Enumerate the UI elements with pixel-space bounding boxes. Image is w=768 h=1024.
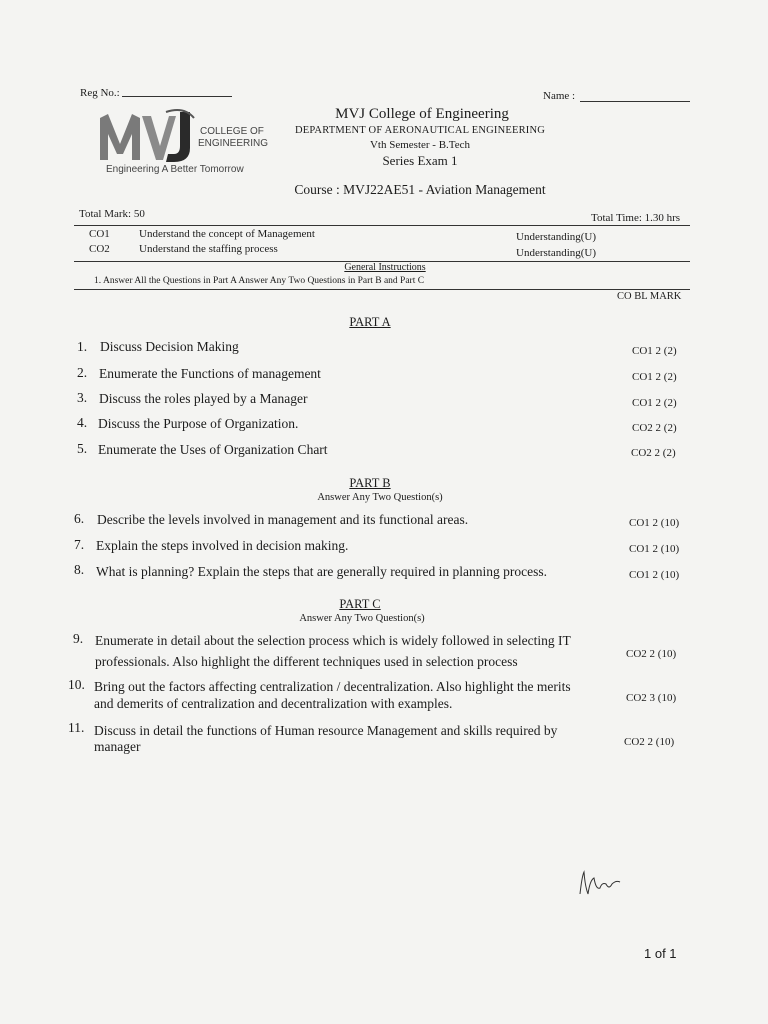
question-text-line1: Enumerate in detail about the selection process which is widely followed in selecting IT [95, 633, 571, 648]
logo-college-of: COLLEGE OF [200, 126, 264, 137]
total-mark: Total Mark: 50 [79, 208, 145, 220]
reg-no-label: Reg No.: [80, 87, 120, 99]
question-text-line1: Bring out the factors affecting centralization / decentralization. Also highlight the merits [94, 679, 571, 694]
divider-instructions [74, 289, 690, 290]
semester: Vth Semester - B.Tech [369, 139, 471, 151]
question-mark: CO2 2 (10) [624, 736, 675, 748]
question-number: 3. [77, 390, 88, 405]
question-text: Enumerate the Functions of management [99, 366, 321, 381]
name-label: Name : [543, 90, 576, 102]
course-title: Course : MVJ22AE51 - Aviation Management [294, 182, 546, 197]
mvj-logo-icon [96, 108, 196, 164]
question-number: 2. [77, 365, 88, 380]
college-name: MVJ College of Engineering [335, 106, 509, 122]
question-number: 8. [74, 562, 85, 577]
instructions-text: 1. Answer All the Questions in Part A Answer Any Two Questions in Part B and Part C [94, 276, 425, 286]
question-number: 9. [73, 631, 84, 646]
question-text: What is planning? Explain the steps that are generally required in planning process. [96, 564, 547, 579]
question-number: 1. [77, 339, 88, 354]
co2-level: Understanding(U) [516, 247, 597, 259]
page-number: 1 of 1 [644, 946, 677, 961]
question-text-line2: professionals. Also highlight the different techniques used in selection process [95, 654, 518, 669]
total-time: Total Time: 1.30 hrs [591, 212, 681, 224]
question-number: 6. [74, 511, 85, 526]
question-text-line1: Discuss in detail the functions of Human resource Management and skills required by [94, 723, 558, 738]
part-c-subtitle: Answer Any Two Question(s) [299, 613, 425, 624]
question-mark: CO2 2 (2) [632, 422, 677, 434]
question-text: Discuss the Purpose of Organization. [98, 416, 299, 431]
column-header: CO BL MARK [617, 291, 682, 302]
part-a-title: PART A [349, 315, 391, 329]
question-mark: CO1 2 (2) [632, 397, 677, 409]
question-mark: CO1 2 (10) [629, 569, 680, 581]
question-number: 11. [68, 720, 85, 735]
question-mark: CO1 2 (2) [632, 345, 677, 357]
question-text-line2: manager [94, 739, 141, 754]
logo-tagline: Engineering A Better Tomorrow [106, 164, 244, 175]
question-mark: CO1 2 (10) [629, 543, 680, 555]
question-text: Enumerate the Uses of Organization Chart [98, 442, 328, 457]
instructions-heading: General Instructions [344, 262, 426, 273]
department-name: DEPARTMENT OF AERONAUTICAL ENGINEERING [294, 125, 546, 136]
question-mark: CO2 3 (10) [626, 692, 677, 704]
co1-level: Understanding(U) [516, 231, 597, 243]
question-number: 4. [77, 415, 88, 430]
part-b-title: PART B [349, 476, 391, 490]
question-mark: CO1 2 (2) [632, 371, 677, 383]
divider-top [74, 225, 690, 226]
question-mark: CO2 2 (2) [631, 447, 676, 459]
signature-icon [576, 868, 636, 898]
question-text: Explain the steps involved in decision making. [96, 538, 349, 553]
co1-code: CO1 [89, 228, 110, 240]
part-b-subtitle: Answer Any Two Question(s) [317, 492, 443, 503]
question-mark: CO2 2 (10) [626, 648, 677, 660]
exam-title: Series Exam 1 [382, 153, 458, 168]
question-number: 10. [68, 677, 85, 692]
question-number: 7. [74, 537, 85, 552]
part-c-title: PART C [339, 597, 381, 611]
question-text-line2: and demerits of centralization and decentralization with examples. [94, 696, 453, 711]
question-text: Describe the levels involved in management and its functional areas. [97, 512, 469, 527]
question-text: Discuss Decision Making [100, 339, 239, 354]
logo-engineering: ENGINEERING [198, 138, 269, 149]
name-blank [580, 101, 690, 102]
co1-desc: Understand the concept of Management [139, 228, 315, 240]
question-number: 5. [77, 441, 88, 456]
reg-no-blank [122, 96, 232, 97]
question-text: Discuss the roles played by a Manager [99, 391, 308, 406]
question-mark: CO1 2 (10) [629, 517, 680, 529]
co2-code: CO2 [89, 243, 110, 255]
co2-desc: Understand the staffing process [139, 243, 278, 255]
